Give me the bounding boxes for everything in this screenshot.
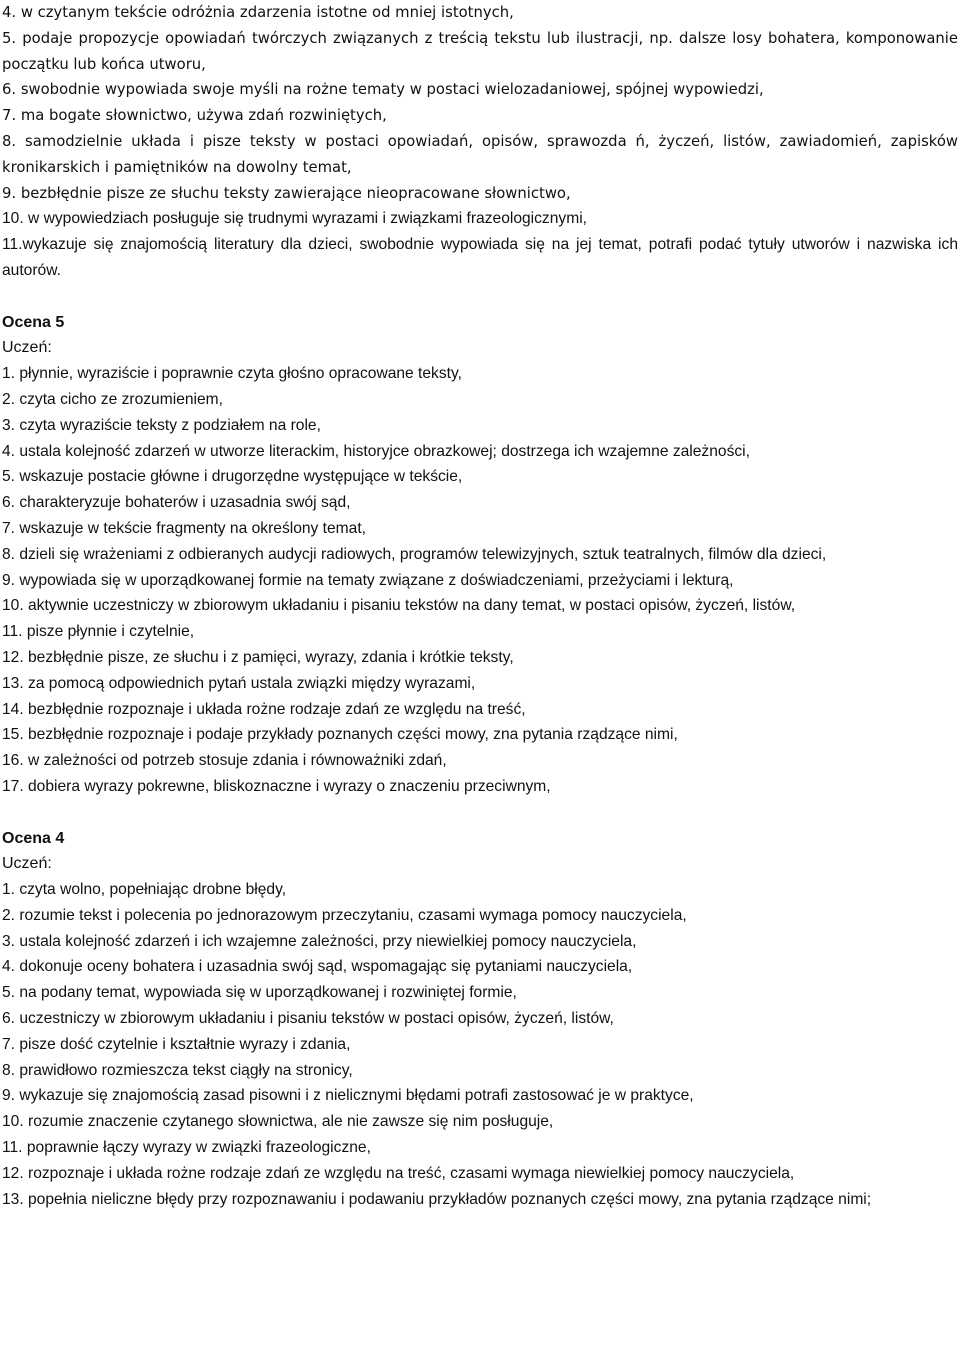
list-item: 6. charakteryzuje bohaterów i uzasadnia swój sąd, <box>2 494 351 512</box>
list-item: 12. rozpoznaje i układa rożne rodzaje zdań ze względu na treść, czasami wymaga niewielkiej pomocy nauczyciela, <box>2 1164 795 1182</box>
section-label: Uczeń: <box>2 855 52 873</box>
list-item: 10. w wypowiedziach posługuje się trudnymi wyrazami i związkami frazeologicznymi, <box>2 210 587 228</box>
list-item: 3. ustala kolejność zdarzeń i ich wzajemne zależności, przy niewielkiej pomocy nauczyciela, <box>2 932 637 950</box>
list-item: 12. bezbłędnie pisze, ze słuchu i z pamięci, wyrazy, zdania i krótkie teksty, <box>2 648 514 666</box>
spacer <box>2 284 958 310</box>
section-label: Uczeń: <box>2 339 52 357</box>
list-item: 7. ma bogate słownictwo, używa zdań rozwiniętych, <box>2 107 387 125</box>
list-item: 9. wykazuje się znajomością zasad pisowni i z nielicznymi błędami potrafi zastosować je w praktyce, <box>2 1087 694 1105</box>
list-item: 15. bezbłędnie rozpoznaje i podaje przykłady poznanych części mowy, zna pytania rządzące nimi, <box>2 726 678 744</box>
section-ocena-4 <box>2 826 958 1213</box>
list-item: 4. w czytanym tekście odróżnia zdarzenia istotne od mniej istotnych, <box>2 4 514 21</box>
intro-list <box>2 0 958 284</box>
list-item: 13. popełnia nieliczne błędy przy rozpoznawaniu i podawaniu przykładów poznanych części mowy, zna pytania rządzące nimi; <box>2 1190 872 1208</box>
section-heading: Ocena 5 <box>2 313 65 331</box>
list-item: 11. poprawnie łączy wyrazy w związki frazeologiczne, <box>2 1139 371 1157</box>
list-item: 10. rozumie znaczenie czytanego słownictwa, ale nie zawsze się nim posługuje, <box>2 1113 554 1131</box>
list-item: 7. wskazuje w tekście fragmenty na określony temat, <box>2 519 367 537</box>
list-item: 13. za pomocą odpowiednich pytań ustala związki między wyrazami, <box>2 674 476 692</box>
list-item: 4. dokonuje oceny bohatera i uzasadnia swój sąd, wspomagając się pytaniami nauczyciela, <box>2 958 633 976</box>
list-item: 9. wypowiada się w uporządkowanej formie na tematy związane z doświadczeniami, przeżyciami i lekturą, <box>2 571 734 589</box>
list-item: 1. płynnie, wyraziście i poprawnie czyta głośno opracowane teksty, <box>2 365 462 383</box>
list-item: 11. pisze płynnie i czytelnie, <box>2 623 195 641</box>
list-item: 3. czyta wyraziście teksty z podziałem na role, <box>2 416 321 434</box>
list-item: 5. wskazuje postacie główne i drugorzędne występujące w tekście, <box>2 468 463 486</box>
list-item: 16. w zależności od potrzeb stosuje zdania i równoważniki zdań, <box>2 752 447 770</box>
list-item: 4. ustala kolejność zdarzeń w utworze literackim, historyjce obrazkowej; dostrzega ich wzajemne zależności, <box>2 442 750 460</box>
list-item: 1. czyta wolno, popełniając drobne błędy, <box>2 881 287 899</box>
list-item: 8. dzieli się wrażeniami z odbieranych audycji radiowych, programów telewizyjnych, sztuk teatralnych, filmów dla dzieci, <box>2 545 827 563</box>
list-item: 6. uczestniczy w zbiorowym układaniu i pisaniu tekstów w postaci opisów, życzeń, listów, <box>2 1010 614 1028</box>
list-item: 17. dobiera wyrazy pokrewne, bliskoznaczne i wyrazy o znaczeniu przeciwnym, <box>2 777 551 795</box>
spacer <box>2 800 958 826</box>
list-item: 11.wykazuje się znajomością literatury dla dzieci, swobodnie wypowiada się na jej temat, potrafi podać tytuły utworów i nazwiska ich autorów. <box>2 236 958 279</box>
section-heading: Ocena 4 <box>2 829 65 847</box>
list-item: 10. aktywnie uczestniczy w zbiorowym układaniu i pisaniu tekstów na dany temat, w postaci opisów, życzeń, listów, <box>2 597 796 615</box>
list-item: 5. podaje propozycje opowiadań twórczych związanych z treścią tekstu lub ilustracji, np. dalsze losy bohatera, komponowanie początku lub końca utworu, <box>2 29 958 73</box>
list-item: 7. pisze dość czytelnie i kształtnie wyrazy i zdania, <box>2 1035 351 1053</box>
list-item: 8. prawidłowo rozmieszcza tekst ciągły na stronicy, <box>2 1061 353 1079</box>
list-item: 14. bezbłędnie rozpoznaje i układa rożne rodzaje zdań ze względu na treść, <box>2 700 526 718</box>
section-ocena-5 <box>2 310 958 800</box>
list-item: 6. swobodnie wypowiada swoje myśli na rożne tematy w postaci wielozadaniowej, spójnej wypowiedzi, <box>2 81 764 99</box>
list-item: 2. rozumie tekst i polecenia po jednorazowym przeczytaniu, czasami wymaga pomocy nauczyciela, <box>2 906 687 924</box>
list-item: 2. czyta cicho ze zrozumieniem, <box>2 390 223 408</box>
list-item: 9. bezbłędnie pisze ze słuchu teksty zawierające nieopracowane słownictwo, <box>2 184 571 202</box>
list-item: 5. na podany temat, wypowiada się w uporządkowanej i rozwiniętej formie, <box>2 984 517 1002</box>
list-item: 8. samodzielnie układa i pisze teksty w postaci opowiadań, opisów, sprawozda ń, życzeń, listów, zawiadomień, zapisków kronikarskich i pamiętników na dowolny temat, <box>2 132 958 176</box>
